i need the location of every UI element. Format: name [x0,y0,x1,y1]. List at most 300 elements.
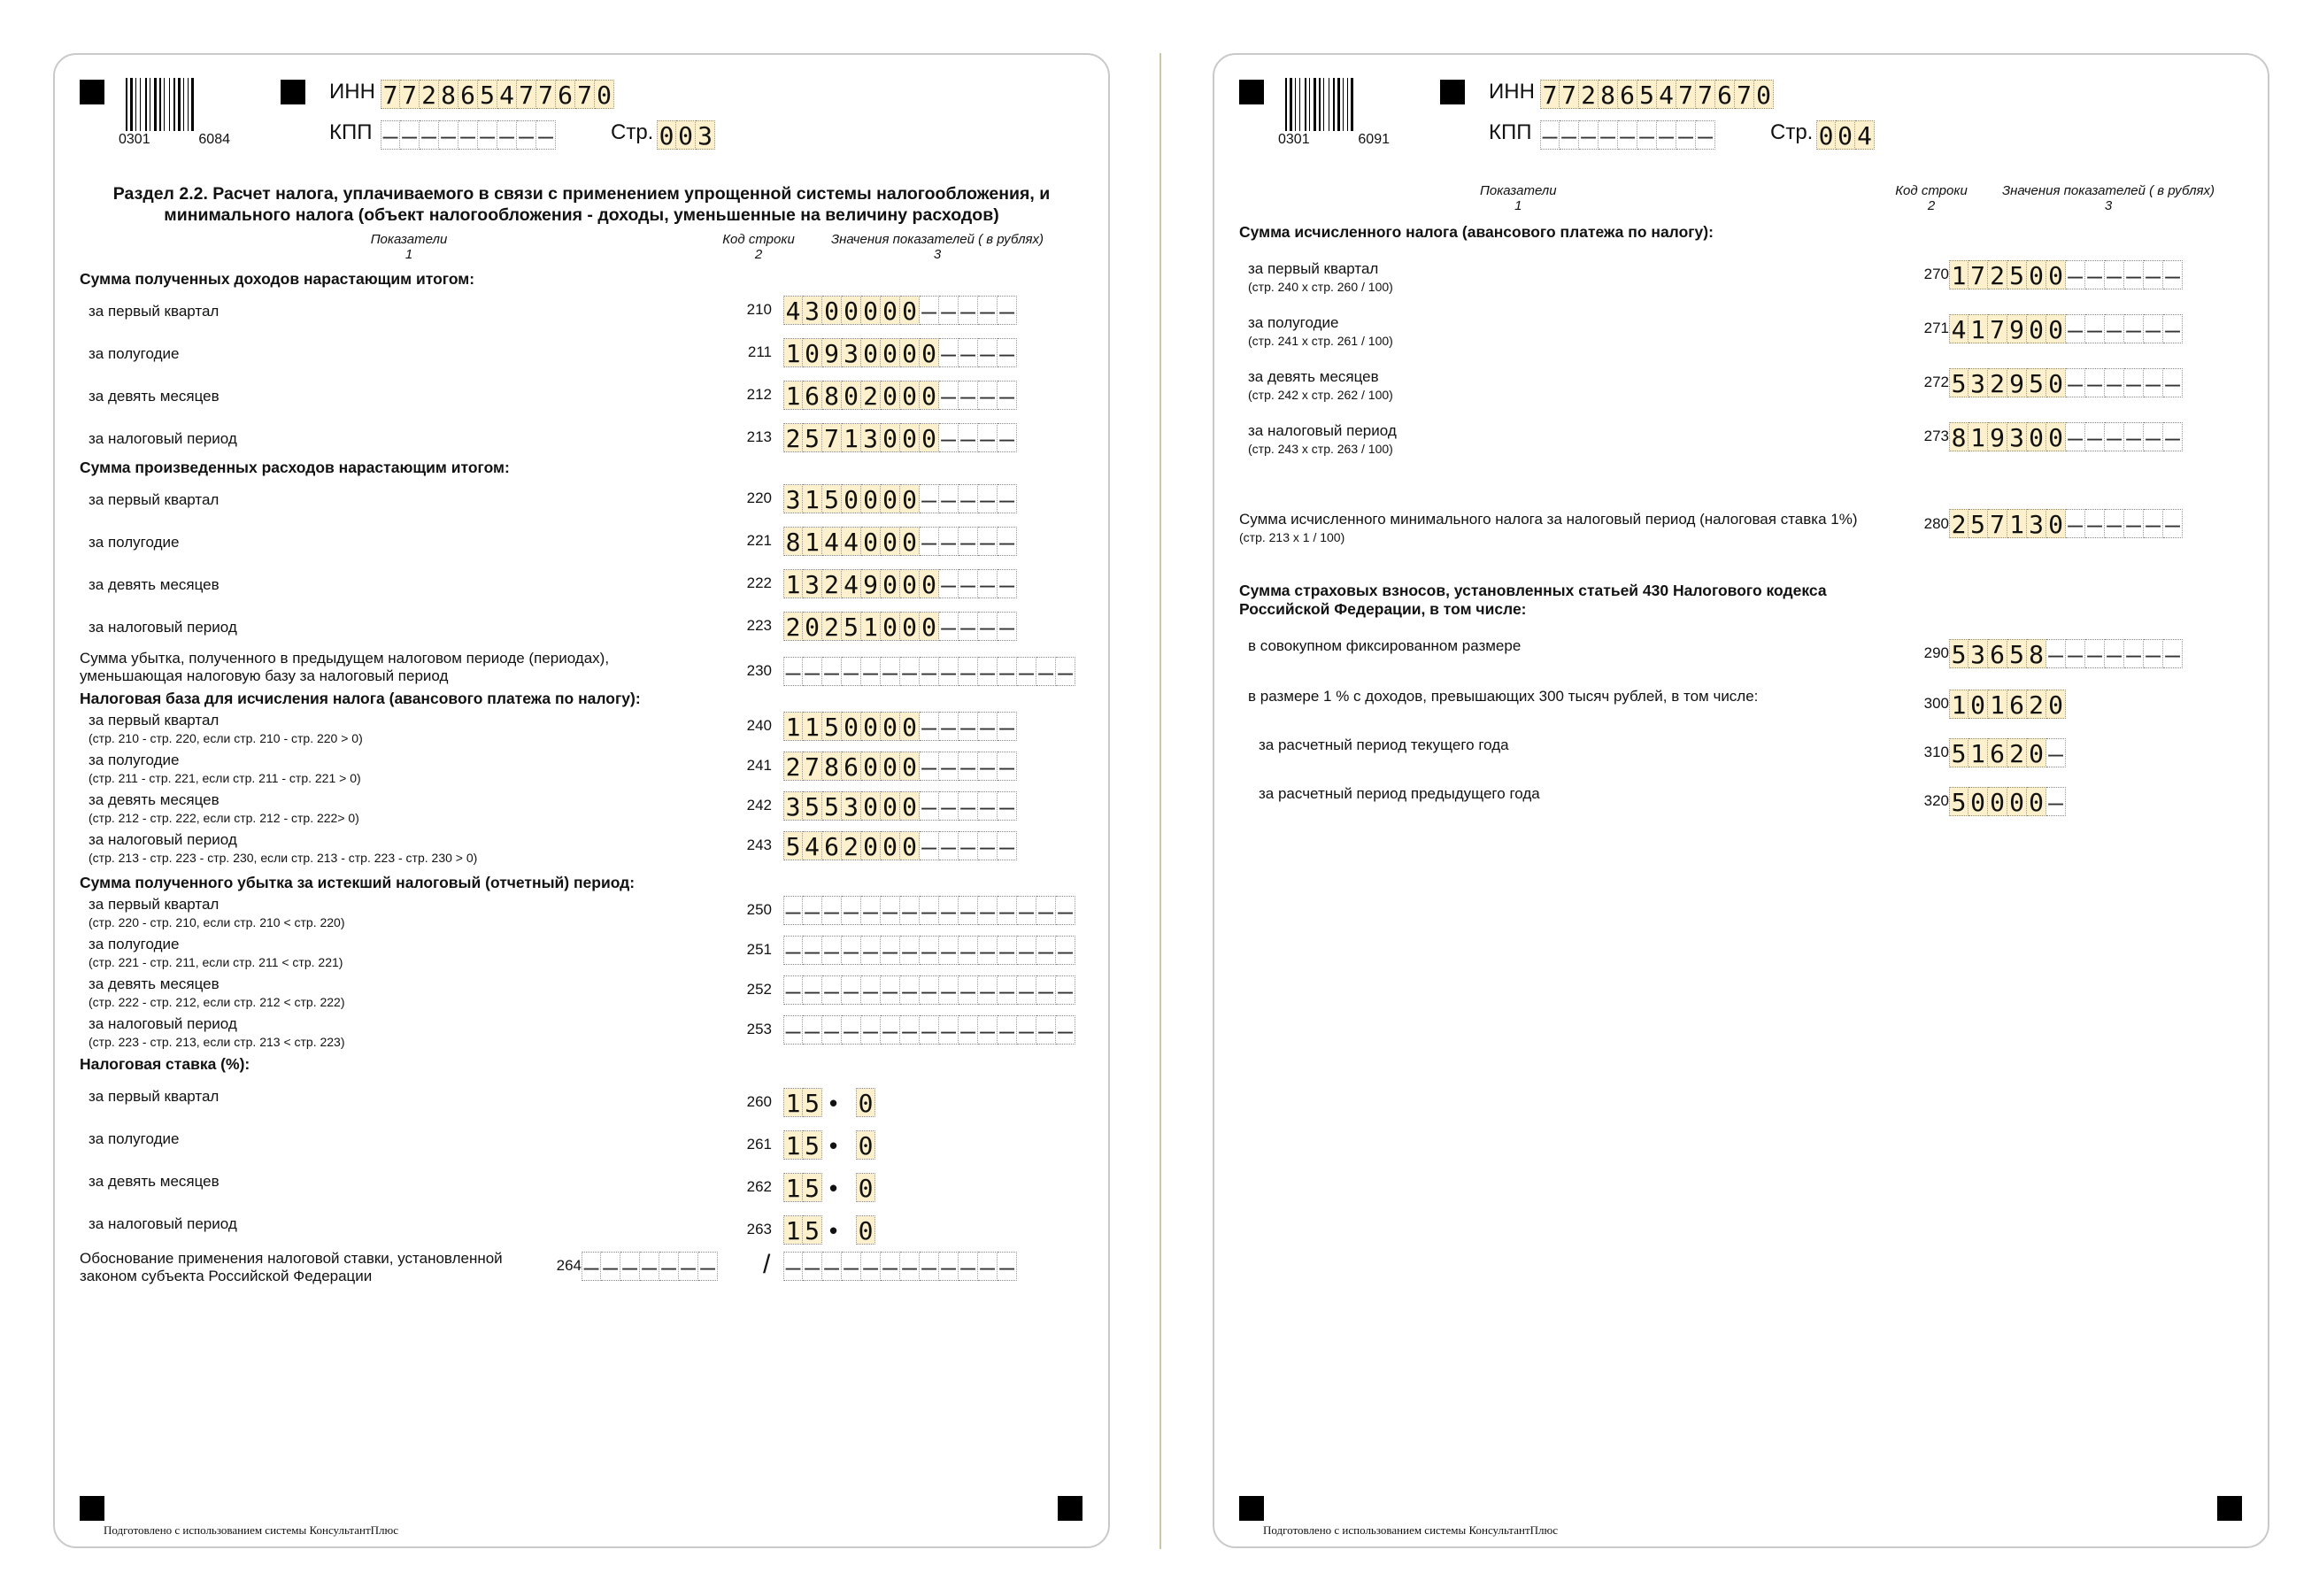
digit-cell: – [2124,509,2144,538]
digit-cell: 0 [881,569,900,598]
rate-fraction-field[interactable] [856,1088,875,1117]
digit-cell: – [1036,657,1056,686]
digit-cell: – [2066,260,2085,289]
digit-cell: 1 [783,1215,803,1245]
digit-cell: 9 [2007,314,2027,343]
digit-cell: 5 [822,791,842,821]
barcode [126,78,221,131]
digit-cell: – [2105,368,2124,397]
digit-cell: – [959,657,978,686]
digit-cell: – [2163,639,2183,668]
barcode-bar [154,78,157,131]
row-label: за налоговый период [89,1215,237,1232]
line-code: 223 [746,617,772,634]
decimal-point: • [829,1090,838,1116]
digit-cell: 2 [1949,509,1968,538]
footer-note: Подготовлено с использованием системы КонсультантПлюс [104,1523,399,1537]
digit-cell: 0 [900,484,920,513]
digit-cell: – [939,936,959,965]
barcode-bar [1305,78,1306,131]
inn-field[interactable] [381,80,614,109]
digit-cell: 1 [783,1173,803,1202]
digit-cell: – [2066,422,2085,451]
digit-cell: 0 [2046,509,2066,538]
digit-cell: 7 [1696,80,1715,109]
digit-cell: – [822,936,842,965]
row-label: за полугодие (стр. 241 х стр. 261 / 100) [1248,314,1393,348]
row-label: за девять месяцев [89,388,220,405]
digit-cell: – [1017,1015,1036,1045]
digit-cell: – [2124,368,2144,397]
digit-cell: – [939,612,959,641]
digit-cell: – [842,975,861,1005]
rate-fraction-field[interactable] [856,1130,875,1160]
inn-field[interactable] [1540,80,1774,109]
value-field[interactable] [783,975,1075,1005]
inn-label: ИНН [1489,80,1535,104]
digit-cell: 0 [881,831,900,860]
digit-cell: 9 [861,569,881,598]
digit-cell: – [2105,260,2124,289]
digit-cell: – [2046,738,2066,767]
digit-cell: – [939,975,959,1005]
digit-cell: – [1657,120,1676,150]
page-label: Стр. [611,120,654,144]
digit-cell: 8 [2027,639,2046,668]
digit-cell: – [783,1252,803,1281]
digit-cell: 1 [1968,314,1988,343]
value-field[interactable] [783,712,1017,741]
digit-cell: – [920,752,939,781]
digit-cell: – [783,936,803,965]
line-code: 260 [746,1093,772,1110]
digit-cell: – [978,896,998,925]
page-number-field[interactable] [657,120,715,150]
digit-cell: – [1540,120,1560,150]
barcode-bar [1285,78,1287,131]
digit-cell: – [1017,975,1036,1005]
row-label: за первый квартал (стр. 220 - стр. 210, если стр. 210 < стр. 220) [89,896,345,929]
value-field[interactable] [783,569,1017,598]
digit-cell: 0 [1988,787,2007,816]
digit-cell: 0 [2007,787,2027,816]
digit-cell: – [998,657,1017,686]
digit-cell: 0 [861,527,881,556]
min-tax-label: Сумма исчисленного минимального налога за налоговый период (налоговая ставка 1%) (стр. 213 х 1 / 100) [1239,511,1858,544]
digit-cell: – [2105,422,2124,451]
digit-cell: 0 [2046,690,2066,719]
line-code: 241 [746,757,772,774]
barcode-bar [130,78,133,131]
row-label: за первый квартал [89,303,220,320]
digit-cell: – [939,381,959,410]
value-field[interactable] [1949,690,2066,719]
digit-cell: 0 [2027,422,2046,451]
line-code: 264 [556,1257,582,1274]
digit-cell: 2 [783,752,803,781]
digit-cell: 0 [900,338,920,367]
digit-cell: – [998,612,1017,641]
digit-cell: 0 [595,80,614,109]
digit-cell: – [861,975,881,1005]
digit-cell: – [920,657,939,686]
digit-cell: – [2046,639,2066,668]
line-code: 230 [746,662,772,679]
digit-cell: – [2163,260,2183,289]
digit-cell: – [2046,787,2066,816]
value-field[interactable] [1949,368,2183,397]
line-code: 220 [746,490,772,506]
digit-cell: 0 [1836,120,1855,150]
barcode-bar [178,78,181,131]
page-number-field[interactable] [1816,120,1875,150]
rate-fraction-field[interactable] [856,1173,875,1202]
digit-cell: 1 [783,569,803,598]
line-code: 213 [746,428,772,445]
rate-integer-field[interactable] [783,1130,822,1160]
digit-cell: 0 [1754,80,1774,109]
value-field[interactable] [783,831,1017,860]
digit-cell: – [1017,657,1036,686]
digit-cell: 7 [1968,260,1988,289]
digit-cell: 1 [803,484,822,513]
digit-cell: – [959,831,978,860]
digit-cell: – [1676,120,1696,150]
digit-cell: – [1056,1015,1075,1045]
digit-cell: 0 [881,612,900,641]
barcode-bar [1333,78,1335,131]
digit-cell: 6 [1618,80,1637,109]
digit-cell: 0 [900,791,920,821]
digit-cell: 0 [881,381,900,410]
digit-cell: – [939,296,959,325]
value-field[interactable] [783,296,1017,325]
digit-cell: – [881,657,900,686]
corner-marker [80,80,104,104]
digit-cell: – [998,1015,1017,1045]
value-field[interactable] [1949,738,2066,767]
row-label: за налоговый период [89,619,237,636]
value-field[interactable] [783,752,1017,781]
digit-cell: – [920,1252,939,1281]
section-expenses-heading: Сумма произведенных расходов нарастающим итогом: [80,459,510,476]
digit-cell: – [783,975,803,1005]
line-code: 243 [746,837,772,853]
form-page-4 [1213,53,2269,1548]
column-header-line-code: Код строки 2 [1895,183,1968,213]
corner-marker [1058,1496,1082,1521]
digit-cell: – [783,657,803,686]
digit-cell: – [1560,120,1579,150]
row-label: за девять месяцев [89,1173,220,1190]
digit-cell: – [458,120,478,150]
digit-cell: 6 [822,831,842,860]
row-label: за полугодие [89,534,180,551]
value-field[interactable] [783,484,1017,513]
rate-basis-detail-field[interactable] [783,1252,1017,1281]
digit-cell: 0 [822,296,842,325]
min-tax-field[interactable] [1949,509,2183,538]
digit-cell: 4 [1855,120,1875,150]
digit-cell: – [978,381,998,410]
digit-cell: – [978,975,998,1005]
digit-cell: 0 [881,296,900,325]
digit-cell: 2 [420,80,439,109]
value-field[interactable] [1949,639,2183,668]
digit-cell: 5 [1949,368,1968,397]
digit-cell: – [978,752,998,781]
digit-cell: – [900,896,920,925]
digit-cell: – [978,569,998,598]
row-label: за налоговый период (стр. 223 - стр. 213, если стр. 213 < стр. 223) [89,1015,345,1049]
digit-cell: 5 [1637,80,1657,109]
digit-cell: – [920,1015,939,1045]
digit-cell: 3 [861,423,881,452]
digit-cell: 1 [803,527,822,556]
kpp-label: КПП [329,120,373,144]
digit-cell: 0 [900,381,920,410]
digit-cell: 1 [1988,690,2007,719]
digit-cell: – [939,752,959,781]
digit-cell: 2 [2027,690,2046,719]
digit-cell: – [842,1015,861,1045]
digit-cell: – [978,712,998,741]
barcode-bar [1343,78,1344,131]
digit-cell: – [2144,260,2163,289]
digit-cell: 8 [1949,422,1968,451]
digit-cell: – [842,657,861,686]
digit-cell: – [783,1015,803,1045]
digit-cell: 1 [1968,422,1988,451]
digit-cell: 2 [2007,738,2027,767]
row-label: за налоговый период (стр. 213 - стр. 223 - стр. 230, если стр. 213 - стр. 223 - стр. 230 > 0) [89,831,478,865]
digit-cell: 0 [2027,787,2046,816]
digit-cell: 7 [1735,80,1754,109]
digit-cell: 4 [1949,314,1968,343]
row-label: в совокупном фиксированном размере [1248,637,1522,654]
line-code: 253 [746,1021,772,1037]
digit-cell: 0 [2027,314,2046,343]
digit-cell: – [1599,120,1618,150]
digit-cell: 5 [803,791,822,821]
value-field[interactable] [783,527,1017,556]
line-code: 251 [746,941,772,958]
digit-cell: 7 [803,752,822,781]
digit-cell: 2 [842,831,861,860]
value-field[interactable] [1949,422,2183,451]
digit-cell: – [2085,422,2105,451]
digit-cell: 2 [1579,80,1599,109]
digit-cell: 0 [676,120,696,150]
digit-cell: 4 [822,527,842,556]
rate-integer-field[interactable] [783,1173,822,1202]
digit-cell: 6 [1715,80,1735,109]
digit-cell: – [842,1252,861,1281]
digit-cell: 5 [822,484,842,513]
digit-cell: 5 [783,831,803,860]
column-header-line-code: Код строки 2 [722,232,795,262]
digit-cell: 1 [783,338,803,367]
digit-cell: – [920,712,939,741]
value-field[interactable] [783,896,1075,925]
line-code: 210 [746,301,772,318]
value-field[interactable] [1949,314,2183,343]
digit-cell: 1 [783,381,803,410]
inn-label: ИНН [329,80,375,104]
kpp-field[interactable] [381,120,556,150]
value-field[interactable] [1949,787,2066,816]
digit-cell: 5 [803,1173,822,1202]
digit-cell: 7 [536,80,556,109]
line-code: 270 [1923,266,1949,282]
barcode-bar [1347,78,1348,131]
column-header-indicators: Показатели 1 [370,232,448,262]
barcode-bar [169,78,170,131]
line-code: 310 [1923,744,1949,760]
digit-cell: – [939,569,959,598]
barcode-bar [140,78,141,131]
digit-cell: – [861,1015,881,1045]
digit-cell: 2 [822,569,842,598]
digit-cell: – [2124,260,2144,289]
value-field[interactable] [1949,260,2183,289]
digit-cell: – [1036,936,1056,965]
digit-cell: 7 [1676,80,1696,109]
digit-cell: 3 [2007,422,2027,451]
value-field[interactable] [783,423,1017,452]
row-label: за полугодие (стр. 211 - стр. 221, если стр. 211 - стр. 221 > 0) [89,752,361,785]
digit-cell: 1 [2007,509,2027,538]
digit-cell: – [959,712,978,741]
loss-prev-field[interactable] [783,657,1075,686]
digit-cell: – [978,423,998,452]
digit-cell: – [998,791,1017,821]
digit-cell: – [998,296,1017,325]
digit-cell: – [881,1015,900,1045]
digit-cell: – [920,791,939,821]
row-label: за полугодие [89,345,180,362]
digit-cell: – [2124,639,2144,668]
page-separator [1160,53,1161,1549]
value-field[interactable] [783,612,1017,641]
row-label: в размере 1 % с доходов, превышающих 300 тысяч рублей, в том числе: [1248,688,1759,705]
digit-cell: – [1036,1015,1056,1045]
digit-cell: – [998,381,1017,410]
digit-cell: – [920,896,939,925]
barcode-bar [1290,78,1292,131]
value-field[interactable] [783,338,1017,367]
digit-cell: – [978,936,998,965]
line-code: 240 [746,717,772,734]
digit-cell: – [2163,422,2183,451]
digit-cell: – [939,831,959,860]
digit-cell: 0 [856,1130,875,1160]
digit-cell: – [822,1015,842,1045]
digit-cell: – [998,975,1017,1005]
digit-cell: – [842,936,861,965]
digit-cell: 0 [2046,314,2066,343]
digit-cell: – [959,936,978,965]
digit-cell: – [998,936,1017,965]
digit-cell: – [959,975,978,1005]
value-field[interactable] [783,1015,1075,1045]
digit-cell: – [959,752,978,781]
digit-cell: 6 [2007,690,2027,719]
line-code: 300 [1923,695,1949,712]
digit-cell: 9 [2007,368,2027,397]
row-label: за первый квартал (стр. 240 х стр. 260 / 100) [1248,260,1393,294]
digit-cell: 6 [556,80,575,109]
digit-cell: – [659,1252,679,1281]
digit-cell: – [998,527,1017,556]
digit-cell: – [998,752,1017,781]
digit-cell: – [2105,509,2124,538]
digit-cell: – [1696,120,1715,150]
row-label: за расчетный период предыдущего года [1259,785,1540,802]
digit-cell: 1 [783,1088,803,1117]
rate-basis-label: Обоснование применения налоговой ставки, установленной законом субъекта Российской Федерации [80,1250,503,1284]
digit-cell: – [2066,314,2085,343]
digit-cell: 0 [881,752,900,781]
value-field[interactable] [783,381,1017,410]
digit-cell: – [881,975,900,1005]
line-code: 263 [746,1221,772,1237]
digit-cell: – [959,423,978,452]
digit-cell: – [978,1015,998,1045]
digit-cell: 7 [1540,80,1560,109]
footer-note: Подготовлено с использованием системы КонсультантПлюс [1263,1523,1559,1537]
digit-cell: – [822,975,842,1005]
digit-cell: 1 [783,1130,803,1160]
digit-cell: – [640,1252,659,1281]
digit-cell: 0 [881,791,900,821]
digit-cell: – [497,120,517,150]
digit-cell: – [803,1015,822,1045]
digit-cell: 0 [920,338,939,367]
digit-cell: 9 [822,338,842,367]
rate-basis-code-field[interactable] [582,1252,718,1281]
value-field[interactable] [783,936,1075,965]
digit-cell: 0 [861,484,881,513]
rate-fraction-field[interactable] [856,1215,875,1245]
digit-cell: – [822,896,842,925]
digit-cell: 0 [900,712,920,741]
rate-integer-field[interactable] [783,1088,822,1117]
barcode-bar [1351,78,1353,131]
digit-cell: 0 [2027,738,2046,767]
column-header-values: Значения показателей ( в рублях) 3 [830,232,1044,262]
digit-cell: 7 [822,423,842,452]
digit-cell: 3 [2027,509,2046,538]
barcode-bar [188,78,189,131]
digit-cell: 2 [822,612,842,641]
barcode-bar [126,78,127,131]
digit-cell: – [1618,120,1637,150]
digit-cell: 0 [1816,120,1836,150]
digit-cell: – [2144,368,2163,397]
digit-cell: – [2085,509,2105,538]
value-field[interactable] [783,791,1017,821]
digit-cell: – [959,1015,978,1045]
kpp-field[interactable] [1540,120,1715,150]
digit-cell: 3 [842,338,861,367]
rate-integer-field[interactable] [783,1215,822,1245]
line-code: 211 [747,343,772,360]
digit-cell: 1 [842,423,861,452]
digit-cell: – [439,120,458,150]
digit-cell: – [783,896,803,925]
digit-cell: – [998,831,1017,860]
